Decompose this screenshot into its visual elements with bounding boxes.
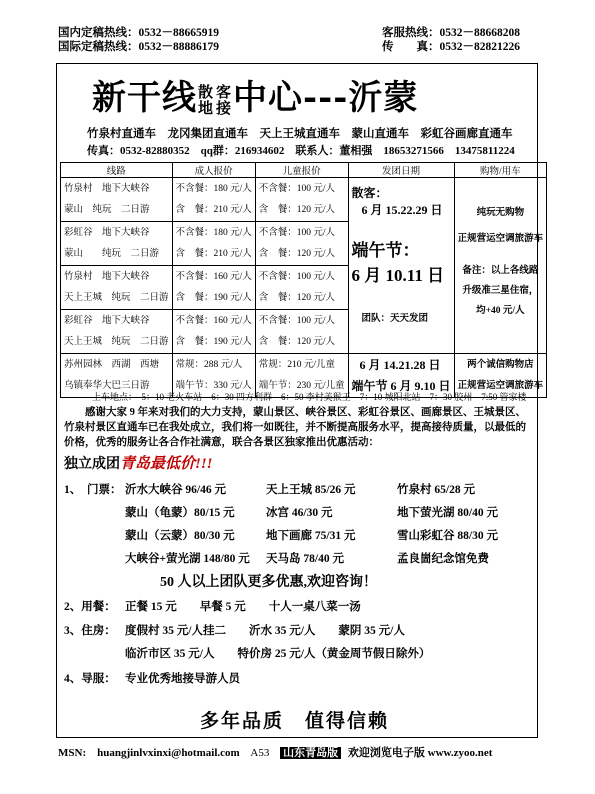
slogan: 多年品质 值得信赖 [200, 711, 390, 732]
intl-hotline: 国际定稿热线：0532－88886179 [58, 41, 219, 53]
headline-highlight: 青岛最低价!!! [120, 456, 213, 472]
ticket-item: 蒙山（龟蒙）80/15 元 [125, 507, 235, 519]
table-row: 彩虹谷 地下大峡谷 蒙山 纯玩 二日游 不含餐：180 元/人 含 餐：210 元/人 不含餐：100 元/人 含 餐：120 元/人 [61, 222, 547, 266]
title-part1: 新干线 [92, 78, 197, 118]
ticket-item: 蒙山（云蒙）80/30 元 [125, 530, 235, 542]
footer [58, 744, 492, 760]
ticket-item: 天马岛 78/40 元 [266, 553, 344, 565]
footer-site: 欢迎浏览电子版 www.zyoo.net [347, 747, 493, 759]
routes-line: 竹泉村直通车 龙冈集团直通车 天上王城直通车 蒙山直通车 彩虹谷画廊直通车 [87, 128, 513, 140]
col-route: 线路 [61, 163, 173, 178]
ticket-item: 沂水大峡谷 96/46 元 [125, 484, 226, 496]
headline-prefix: 独立成团 [64, 457, 120, 472]
footer-edition-chip: 山东青岛版 [280, 747, 341, 759]
meals-label: 2、用餐： [64, 601, 116, 613]
service-hotline: 客服热线：0532－88668208 [382, 27, 520, 39]
tickets-label: 1、 门票： [64, 484, 122, 496]
table-row: 彩虹谷 地下大峡谷 天上王城 纯玩 二日游 不含餐：160 元/人 含 餐：190 元/人 不含餐：100 元/人 含 餐：120 元/人 [61, 310, 547, 354]
col-shopping: 购物/用车 [454, 163, 547, 178]
ticket-item: 冰宫 46/30 元 [266, 507, 333, 519]
contact-line: 传真：0532-82880352 qq群：216934602 联系人：董相强 18653271566 13475811224 [87, 145, 515, 157]
shopping-cell-b: 两个诚信购物店 正规营运空调旅游车 [454, 354, 547, 398]
intro-paragraph: 感谢大家 9 年来对我们的大力支持，蒙山景区、峡谷景区、彩虹谷景区、画廊景区、王城景区、竹泉村景区直通车已在我处成立，我们将一如既往，并不断提高服务水平，提高接待质量，以最低的价格，优秀的服务让各合作社满意，联合各景区独家推出优惠活动： [64, 407, 526, 448]
ticket-item: 竹泉村 65/28 元 [397, 484, 475, 496]
price-table [60, 162, 547, 398]
ticket-item: 地下画廊 75/31 元 [266, 530, 356, 542]
ticket-item: 天上王城 85/26 元 [266, 484, 356, 496]
table-row: 竹泉村 地下大峡谷 蒙山 纯玩 二日游 不含餐：180 元/人 含 餐：210 元/人 不含餐：100 元/人 含 餐：120 元/人 散客： 6 月 15.22.29 日 端午节： 6 月 10.11 日 团队：天天发团 纯玩无购物 正规营运空调旅游车 备注：以上各线路 升级准三星住宿， 均+40 元/人 [61, 178, 547, 222]
dates-cell-b: 6 月 14.21.28 日 端午节 6 月 9.10 日 [348, 354, 454, 398]
lodging-line-1: 度假村 35 元/人挂二 沂水 35 元/人 蒙阴 35 元/人 [125, 625, 405, 637]
ticket-item: 地下萤光湖 80/40 元 [397, 507, 498, 519]
lodging-label: 3、住房： [64, 625, 116, 637]
page-title [92, 70, 418, 119]
ticket-item: 大峡谷+萤光湖 148/80 元 [125, 553, 250, 565]
table-row: 苏州园林 西湖 西塘 乌镇奉华大巴三日游 常规：288 元/人 端午节：330 元/人 常规：210 元/儿童 端午节：230 元/儿童 6 月 14.21.28 日 端午节 6 月 9.10 日 两个诚信购物店 正规营运空调旅游车 [61, 354, 547, 398]
col-adult: 成人报价 [172, 163, 255, 178]
title-stack-2: 客 接 [216, 83, 233, 117]
footer-msn: MSN: huangjinlvxinxi@hotmail.com [58, 747, 240, 759]
ticket-item: 雪山彩虹谷 88/30 元 [397, 530, 498, 542]
meals-text: 正餐 15 元 早餐 5 元 十人一桌八菜一汤 [125, 601, 361, 613]
lodging-line-2: 临沂市区 35 元/人 特价房 25 元/人（黄金周节假日除外） [125, 648, 431, 660]
table-header-row [61, 163, 547, 178]
guide-text: 专业优秀地接导游人员 [125, 673, 240, 685]
dates-cell-a: 散客： 6 月 15.22.29 日 端午节： 6 月 10.11 日 团队：天天发团 [348, 178, 454, 354]
col-child: 儿童报价 [255, 163, 348, 178]
ticket-item: 孟良崮纪念馆免费 [397, 553, 489, 565]
title-stack-1: 散 地 [198, 83, 215, 117]
table-row: 竹泉村 地下大峡谷 天上王城 纯玩 二日游 不含餐：160 元/人 含 餐：190 元/人 不含餐：100 元/人 含 餐：120 元/人 [61, 266, 547, 310]
title-part2: 中心---沂蒙 [233, 78, 419, 118]
shopping-cell-a: 纯玩无购物 正规营运空调旅游车 备注：以上各线路 升级准三星住宿， 均+40 元/人 [454, 178, 547, 354]
headline [64, 452, 213, 473]
col-date: 发团日期 [348, 163, 454, 178]
fax-number: 传 真：0532－82821226 [382, 41, 520, 53]
footer-page-number: A53 [250, 747, 270, 759]
group-discount-note: 50 人以上团队更多优惠,欢迎咨询！ [160, 575, 377, 590]
domestic-hotline: 国内定稿热线：0532－88665919 [58, 27, 219, 39]
departure-points: 上车地点： 5：10 老火车站 6：30 四方利群 6：50 李村美猴王 7：10 城阳北站 7：30 胶州 7:50 管家楼 [92, 392, 527, 402]
guide-label: 4、导服： [64, 673, 116, 685]
